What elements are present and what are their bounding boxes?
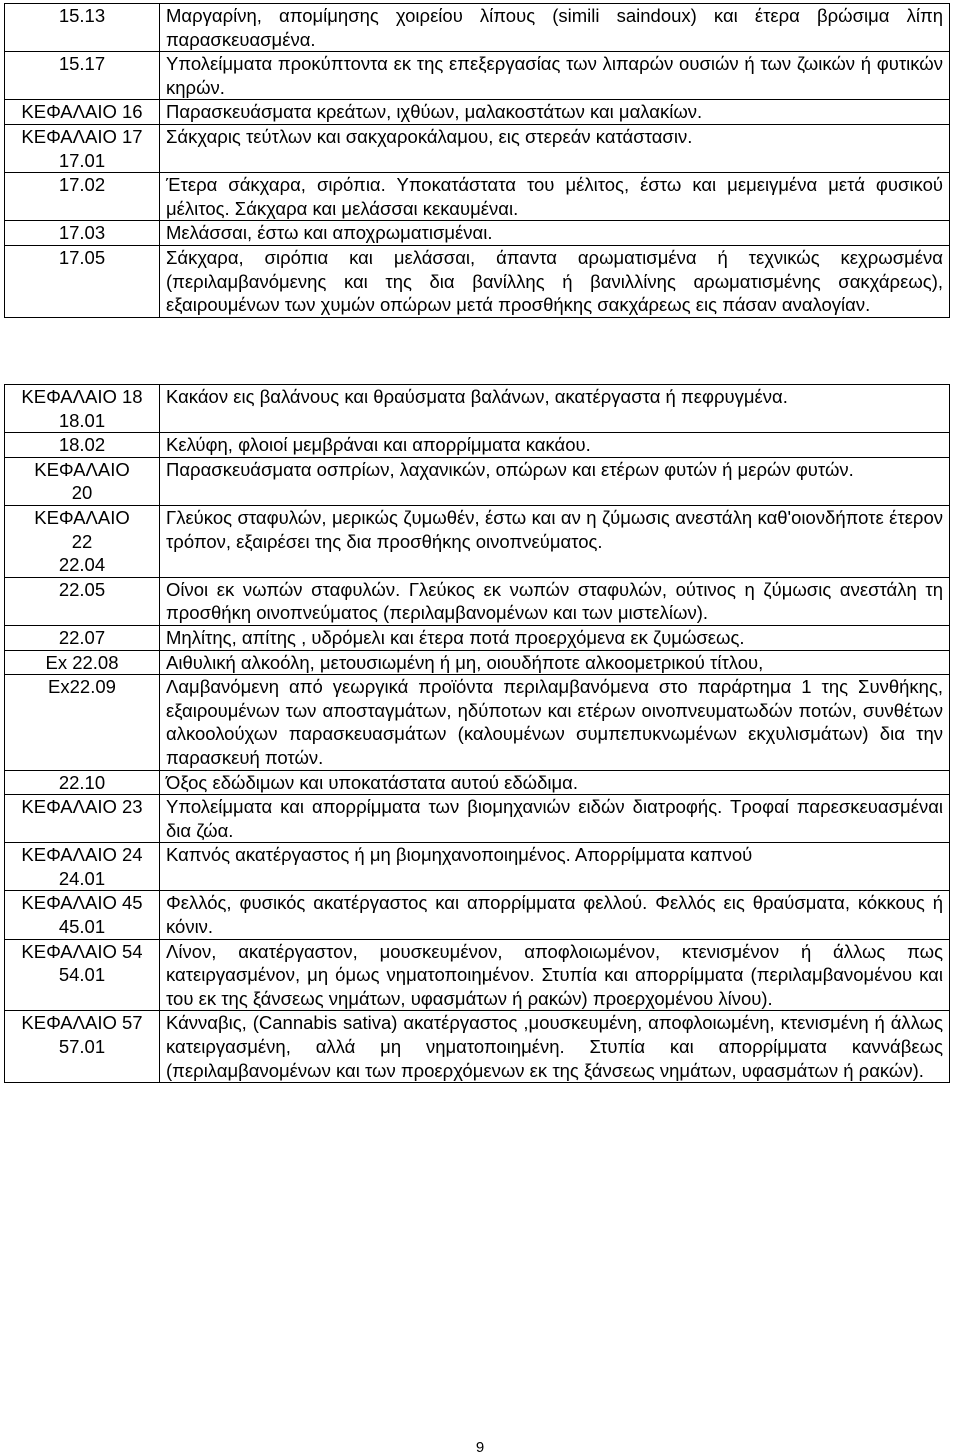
tariff-code-cell xyxy=(5,795,160,843)
tariff-code: 17.05 xyxy=(58,246,106,268)
tariff-code: ΚΕΦΑΛΑΙΟ 16 xyxy=(21,101,143,123)
product-description: Λίνον, ακατέργαστον, μουσκευμένον, αποφλοιωμένον, κτενισμένον ή άλλως πως κατειργασμένον, μη όμως νηματοποιημένον. Στυπία και απορρίμματα (περιλαμβανομένου και του εκ της ξάνσεως νημάτων, υφασμάτων ή ρακών) προερχομένου λίνου). xyxy=(160,939,950,1011)
table-row xyxy=(5,100,950,125)
table-row xyxy=(5,457,950,505)
tariff-code: Εx 22.08 xyxy=(45,651,119,673)
tariff-code: ΚΕΦΑΛΑΙΟ 24 xyxy=(21,844,143,866)
tariff-code-cell xyxy=(5,433,160,458)
product-description: Γλεύκος σταφυλών, μερικώς ζυμωθέν, έστω και αν η ζύμωσις ανεστάλη καθ'οιονδήποτε έτερον τρόπον, εξαιρέσει της δια προσθήκης οινοπνεύματος. xyxy=(160,505,950,577)
tariff-code-cell xyxy=(5,843,160,891)
product-description: Υπολείμματα προκύπτοντα εκ της επεξεργασίας των λιπαρών ουσιών ή των ζωικών ή φυτικών κηρών. xyxy=(160,52,950,100)
tariff-code: 22.04 xyxy=(58,554,106,576)
tariff-code: 57.01 xyxy=(58,1036,106,1058)
product-description: Παρασκευάσματα οσπρίων, λαχανικών, οπώρων και ετέρων φυτών ή μερών φυτών. xyxy=(160,457,950,505)
tariff-code: 15.17 xyxy=(58,53,106,75)
tariff-code-cell xyxy=(5,173,160,221)
product-description: Μαργαρίνη, απομίμησης χοιρείου λίπους (simili saindoux) και έτερα βρώσιμα λίπη παρασκευασμένα. xyxy=(160,4,950,52)
tariff-code-cell xyxy=(5,245,160,317)
tariff-code: ΚΕΦΑΛΑΙΟ 54 xyxy=(21,940,143,962)
table-row xyxy=(5,245,950,317)
table-row xyxy=(5,843,950,891)
table-row xyxy=(5,770,950,795)
tariff-code: 22.10 xyxy=(58,771,106,793)
product-description: Έτερα σάκχαρα, σιρόπια. Υποκατάστατα του μέλιτος, έστω και μεμειγμένα μετά φυσικού μέλιτος. Σάκχαρα και μελάσσαι κεκαυμέναι. xyxy=(160,173,950,221)
tariff-code: Εx22.09 xyxy=(48,676,116,698)
tariff-code: 54.01 xyxy=(58,964,106,986)
product-description: Κελύφη, φλοιοί μεμβράναι και απορρίμματα κακάου. xyxy=(160,433,950,458)
product-description: Φελλός, φυσικός ακατέργαστος και απορρίμματα φελλού. Φελλός εις θραύσματα, κόκκους ή κόνιν. xyxy=(160,891,950,939)
page-number: 9 xyxy=(475,1439,485,1456)
table-row xyxy=(5,173,950,221)
product-description: Κακάον εις βαλάνους και θραύσματα βαλάνων, ακατέργαστα ή πεφρυγμένα. xyxy=(160,385,950,433)
tariff-code-cell xyxy=(5,625,160,650)
product-description: Μηλίτης, απίτης , υδρόμελι και έτερα ποτά προερχόμενα εκ ζυμώσεως. xyxy=(160,625,950,650)
tariff-code: 45.01 xyxy=(58,916,106,938)
product-description: Κάνναβις, (Cannabis sativa) ακατέργαστος ,μουσκευμένη, αποφλοιωμένη, κτενισμένη ή άλλως κατειργασμένη, αλλά μη νηματοποιημένη. Στυπία και απορρίμματα καννάβεως (περιλαμβανομένων και των προερχόμενων εκ της ξάνσεως νημάτων, υφασμάτων ή ρακών). xyxy=(160,1011,950,1083)
product-description: Σάκχαρα, σιρόπια και μελάσσαι, άπαντα αρωματισμένα ή τεχνικώς κεχρωσμένα (περιλαμβανόμενης και της δια βανίλλης ή βανιλλίνης αρωματισμένης σακχάρεως), εξαιρουμένων των χυμών οπώρων μετά προσθήκης σακχάρεως εις πάσαν αναλογίαν. xyxy=(160,245,950,317)
tariff-code: ΚΕΦΑΛΑΙΟ 45 xyxy=(21,892,143,914)
tariff-code: 22 xyxy=(71,530,93,552)
tariff-code: ΚΕΦΑΛΑΙΟ 57 xyxy=(21,1012,143,1034)
table-row xyxy=(5,385,950,433)
tariff-code-cell xyxy=(5,124,160,172)
tariff-table-top xyxy=(4,3,950,318)
tariff-code-cell xyxy=(5,770,160,795)
table-row xyxy=(5,124,950,172)
tariff-code: ΚΕΦΑΛΑΙΟ 23 xyxy=(21,796,143,818)
table-row xyxy=(5,1011,950,1083)
tariff-code: ΚΕΦΑΛΑΙΟ xyxy=(34,506,130,528)
table-body xyxy=(5,4,950,318)
table-row xyxy=(5,433,950,458)
tariff-code: ΚΕΦΑΛΑΙΟ 17 xyxy=(21,125,143,147)
product-description: Παρασκευάσματα κρεάτων, ιχθύων, μαλακοστάτων και μαλακίων. xyxy=(160,100,950,125)
table-row xyxy=(5,650,950,675)
tariff-code-cell xyxy=(5,100,160,125)
product-description: Όξος εδώδιμων και υποκατάστατα αυτού εδώδιμα. xyxy=(160,770,950,795)
tariff-code: 24.01 xyxy=(58,867,106,889)
tariff-code: 20 xyxy=(71,482,93,504)
table-row xyxy=(5,52,950,100)
tariff-code: 18.02 xyxy=(58,434,106,456)
tariff-code-cell xyxy=(5,221,160,246)
table-row xyxy=(5,221,950,246)
product-description: Σάκχαρις τεύτλων και σακχαροκάλαμου, εις στερεάν κατάστασιν. xyxy=(160,124,950,172)
table-row xyxy=(5,675,950,770)
tariff-code: 22.07 xyxy=(58,626,106,648)
table-row xyxy=(5,939,950,1011)
product-description: Υπολείμματα και απορρίμματα των βιομηχανιών ειδών διατροφής. Τροφαί παρεσκευασμέναι δια ζώα. xyxy=(160,795,950,843)
tariff-code-cell xyxy=(5,1011,160,1083)
tariff-code-cell xyxy=(5,385,160,433)
table-row xyxy=(5,795,950,843)
tariff-code-cell xyxy=(5,650,160,675)
product-description: Μελάσσαι, έστω και αποχρωματισμέναι. xyxy=(160,221,950,246)
tariff-code: ΚΕΦΑΛΑΙΟ xyxy=(34,458,130,480)
tariff-code-cell xyxy=(5,577,160,625)
tariff-code-cell xyxy=(5,505,160,577)
tariff-code: 17.03 xyxy=(58,222,106,244)
table-row xyxy=(5,625,950,650)
table-row xyxy=(5,505,950,577)
table-row xyxy=(5,891,950,939)
tariff-code: 15.13 xyxy=(58,5,106,26)
tariff-code-cell xyxy=(5,4,160,52)
tariff-code: 18.01 xyxy=(58,409,106,431)
table-row xyxy=(5,4,950,52)
product-description: Καπνός ακατέργαστος ή μη βιομηχανοποιημένος. Απορρίμματα καπνού xyxy=(160,843,950,891)
tariff-table-bottom xyxy=(4,384,950,1083)
table-body xyxy=(5,385,950,1083)
tariff-code: ΚΕΦΑΛΑΙΟ 18 xyxy=(21,386,143,407)
tariff-code: 22.05 xyxy=(58,578,106,600)
product-description: Λαμβανόμενη από γεωργικά προϊόντα περιλαμβανόμενα στο παράρτημα 1 της Συνθήκης, εξαιρουμένων των αποσταγμάτων, ηδύποτων και ετέρων οινοπνευματωδών ποτών, συνθέτων αλκοολούχων παρασκευασμάτων (καλουμένων συμπεπυκνωμένων εκχυλισμάτων) δια την παρασκευή ποτών. xyxy=(160,675,950,770)
product-description: Οίνοι εκ νωπών σταφυλών. Γλεύκος εκ νωπών σταφυλών, ούτινος η ζύμωσις ανεστάλη τη προσθήκη οινοπνεύματος (περιλαμβανομένων και των μιστελίων). xyxy=(160,577,950,625)
tariff-code-cell xyxy=(5,52,160,100)
table-row xyxy=(5,577,950,625)
tariff-code-cell xyxy=(5,939,160,1011)
tariff-code: 17.01 xyxy=(58,149,106,171)
tariff-code-cell xyxy=(5,457,160,505)
tariff-code-cell xyxy=(5,891,160,939)
tariff-code: 17.02 xyxy=(58,174,106,196)
product-description: Αιθυλική αλκοόλη, μετουσιωμένη ή μη, οιουδήποτε αλκοομετρικού τίτλου, xyxy=(160,650,950,675)
tariff-code-cell xyxy=(5,675,160,770)
